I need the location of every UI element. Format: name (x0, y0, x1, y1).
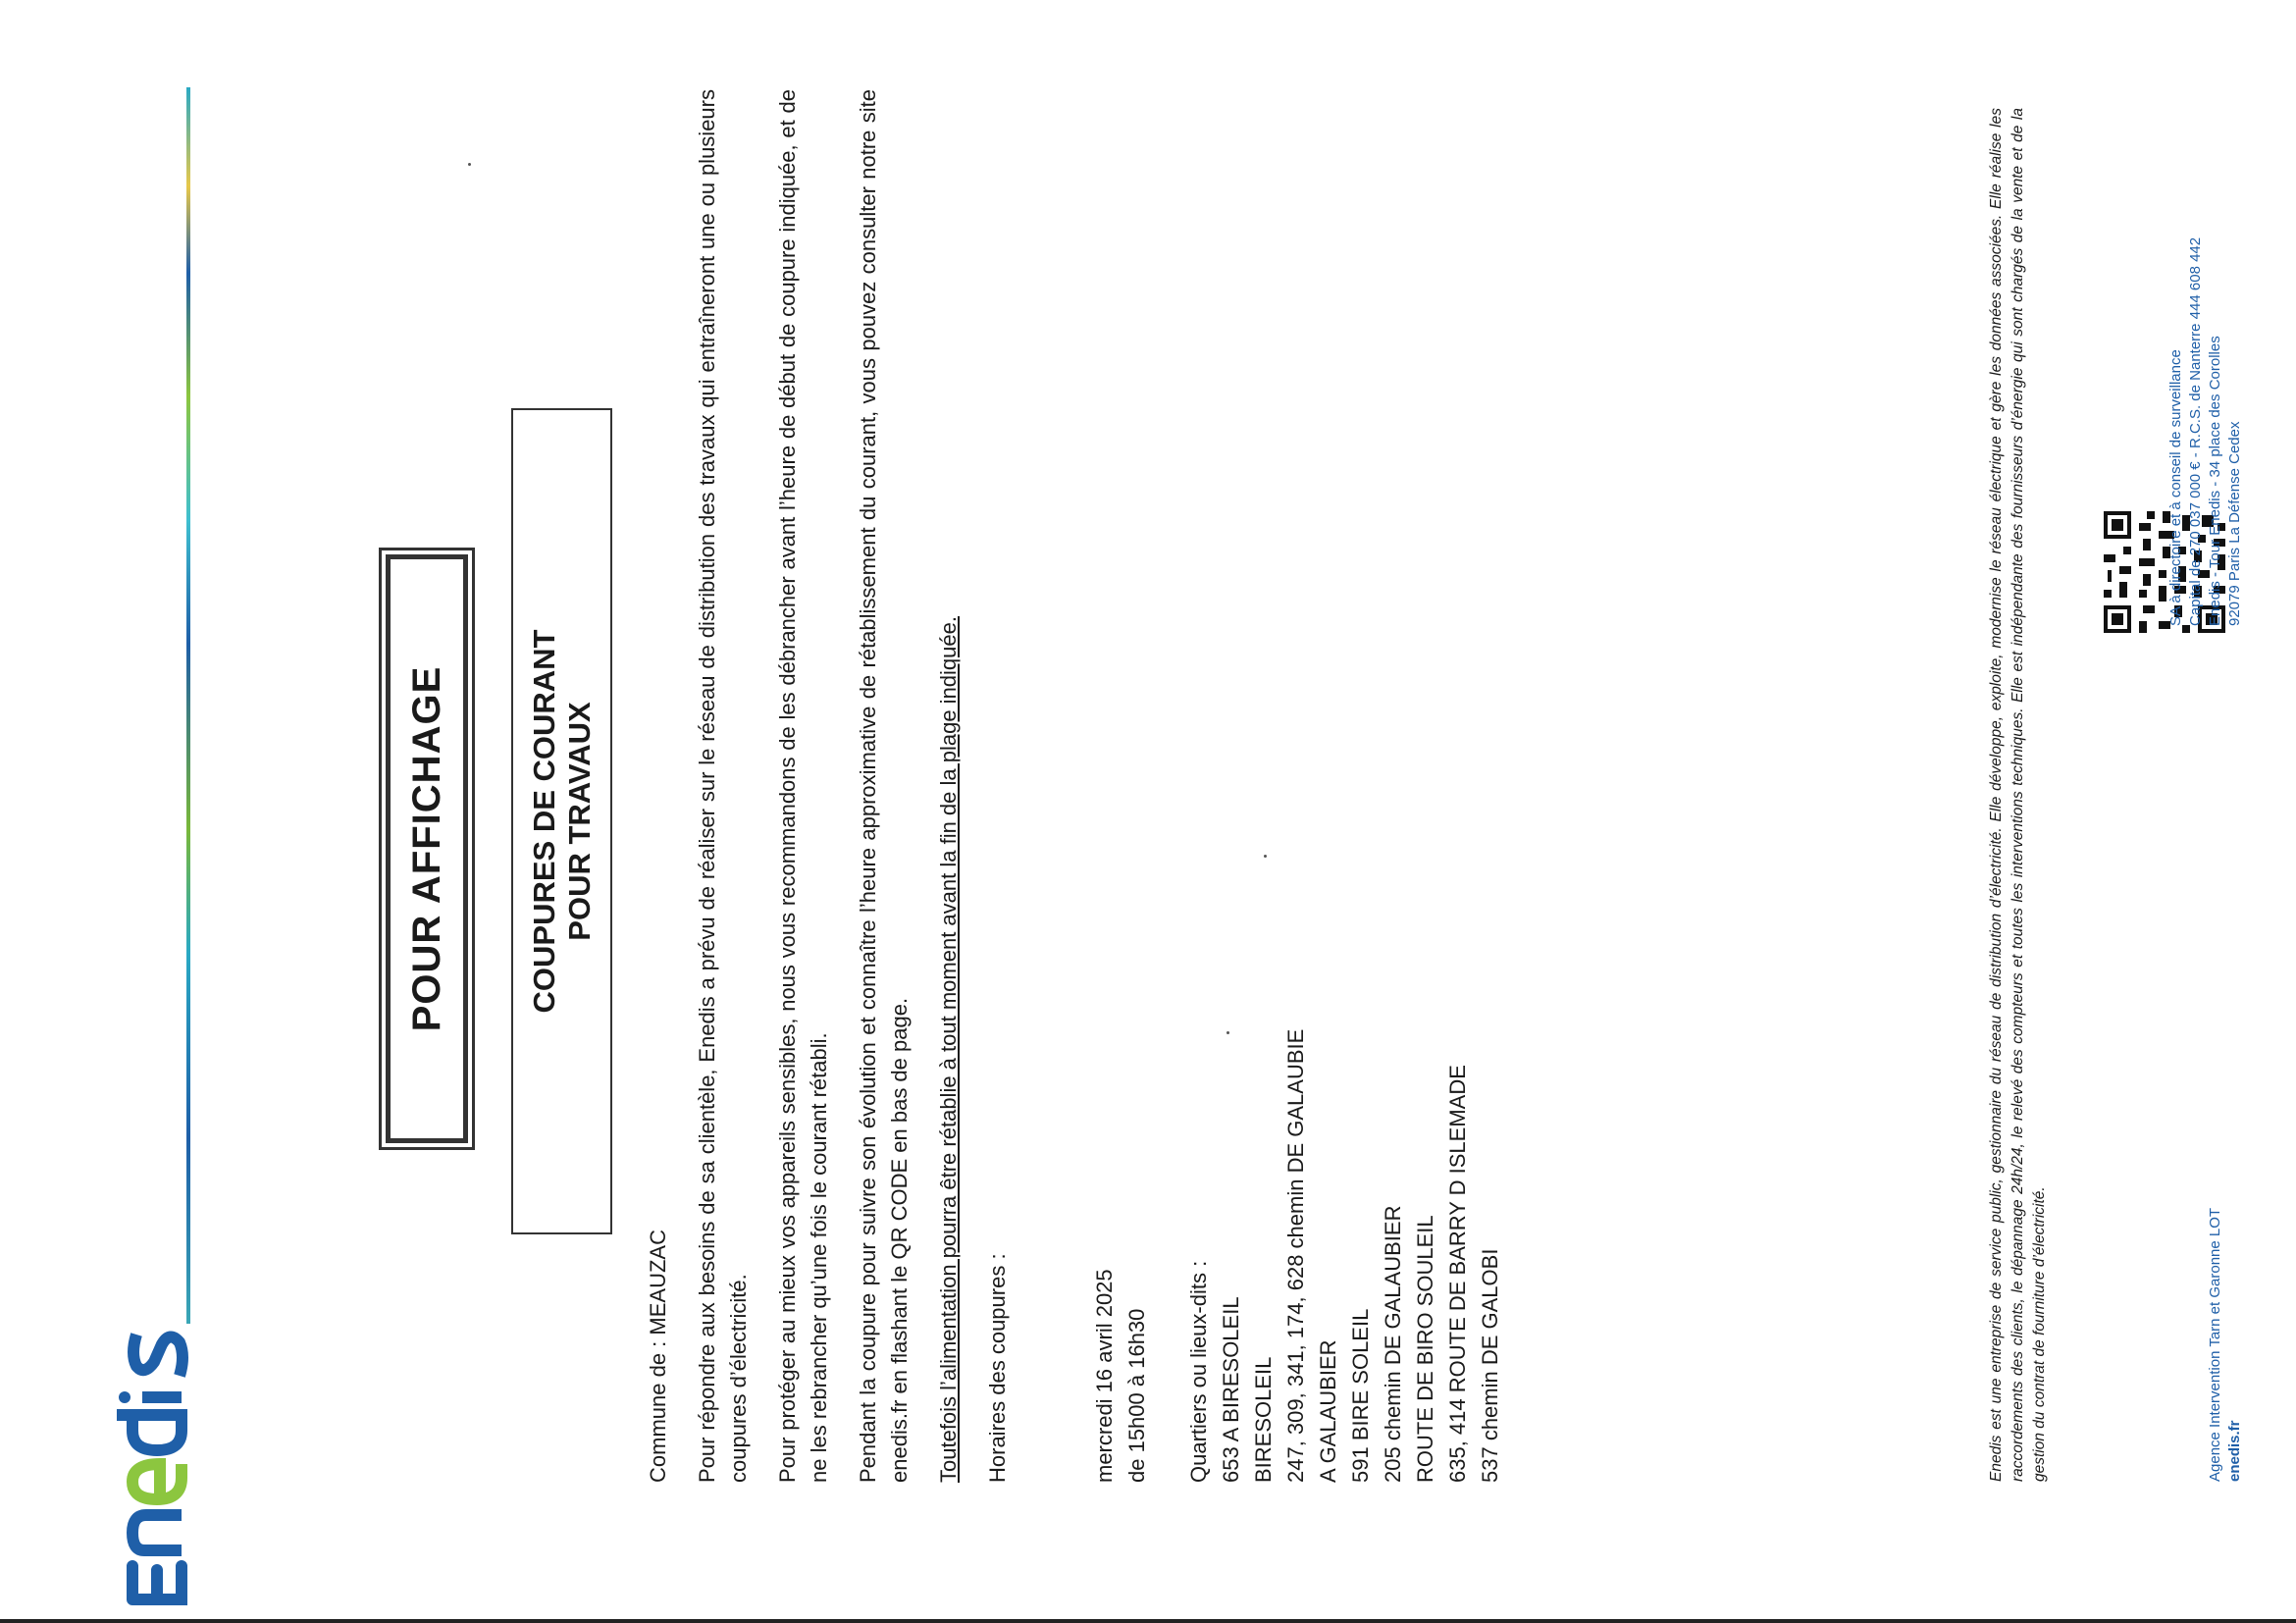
company-info (2166, 204, 2245, 626)
horaires-label: Horaires des coupures : (985, 1253, 1010, 1483)
company-line-2: Capital de 270 037 000 € - R.C.S. de Nanterre 444 608 442 (2187, 236, 2204, 626)
agency-block (2206, 1089, 2245, 1482)
outage-time: de 15h00 à 16h30 (1124, 1308, 1149, 1483)
company-line-4: 92079 Paris La Défense Cedex (2226, 421, 2243, 626)
notice-body (643, 89, 1506, 1483)
scan-speck (1264, 855, 1267, 858)
intro-paragraph: Pour répondre aux besoins de sa clientèle, Enedis a prévu de réaliser sur le réseau de distribution des travaux qui entraîneront une ou plusieurs coupures d’électricité. (695, 89, 751, 1483)
enedis-logo (113, 1323, 189, 1607)
list-item: 537 chemin DE GALOBI (1478, 1248, 1502, 1483)
scan-speck (468, 163, 471, 166)
scan-speck (1226, 1031, 1229, 1034)
list-item: 653 A BIRESOLEIL (1219, 1296, 1243, 1483)
title-frame (386, 554, 468, 1143)
subtitle-line-1: COUPURES DE COURANT (526, 629, 561, 1014)
protection-paragraph: Pour protéger au mieux vos appareils sensibles, nous vous recommandons de les débrancher avant l’heure de début de coupure indiquée, et de ne les rebrancher qu’une fois le courant rétabli. (775, 89, 831, 1483)
list-item: BIRESOLEIL (1251, 1356, 1276, 1483)
affected-areas (1182, 89, 1506, 1483)
commune-line: Commune de : MEAUZAC (646, 1230, 670, 1483)
outage-schedule (1088, 89, 1153, 1483)
scan-edge (0, 1619, 2296, 1623)
list-item: 591 BIRE SOLEIL (1348, 1308, 1373, 1483)
agency-website-link[interactable]: enedis.fr (2226, 1420, 2243, 1482)
company-line-1: SA à directoire et à conseil de surveillance (2167, 349, 2184, 626)
list-item: 635, 414 ROUTE DE BARRY D ISLEMADE (1445, 1065, 1470, 1483)
list-item: 205 chemin DE GALAUBIER (1381, 1205, 1405, 1483)
legal-notice: Enedis est une entreprise de service public, gestionnaire du réseau de distribution d’électricité. Elle développe, exploite, modernise le réseau électrique et gère les données associées. Elle réalise les raccordements des clients, le dépannage 24h/24, le relevé des compteurs et toutes les interventions techniques. Elle est indépendante des fournisseurs d’énergie qui sont chargés de la vente et de la gestion du contrat de fourniture d’électricité. (1988, 108, 2048, 1482)
quartiers-label: Quartiers ou lieux-dits : (1186, 1260, 1211, 1483)
tracking-paragraph: Pendant la coupure pour suivre son évolution et connaître l’heure approximative de rétablissement du courant, vous pouvez consulter notre site enedis.fr en flashant le QR CODE en bas de page. (856, 89, 912, 1483)
list-item: 247, 309, 341, 174, 628 chemin DE GALAUBIE (1283, 1028, 1308, 1483)
company-line-3: Enedis - Tour Enedis - 34 place des Corolles (2207, 336, 2223, 626)
outage-date: mercredi 16 avril 2025 (1092, 1269, 1117, 1483)
list-item: ROUTE DE BIRO SOULEIL (1413, 1215, 1437, 1483)
page-title: POUR AFFICHAGE (404, 665, 448, 1032)
subtitle-line-2: POUR TRAVAUX (561, 702, 597, 941)
agency-name: Agence Intervention Tarn et Garonne LOT (2207, 1207, 2223, 1482)
brand-color-line (186, 87, 190, 1324)
subtitle-frame (511, 408, 612, 1234)
list-item: A GALAUBIER (1316, 1339, 1340, 1483)
restoration-paragraph: Toutefois l’alimentation pourra être rétablie à tout moment avant la fin de la plage indiquée. (936, 616, 961, 1483)
